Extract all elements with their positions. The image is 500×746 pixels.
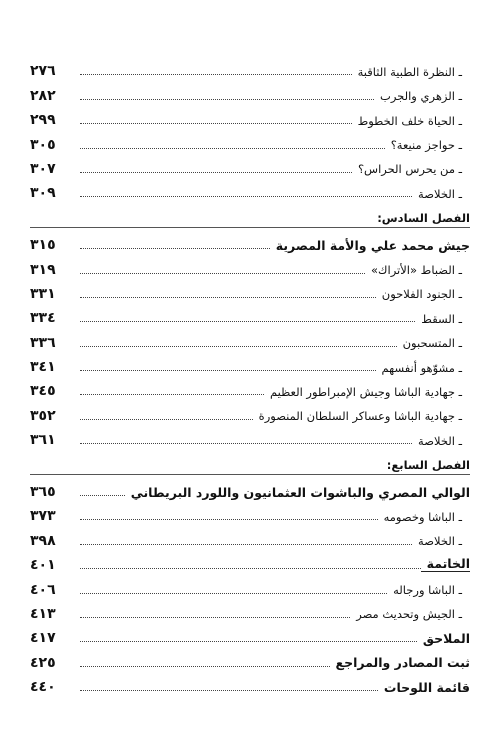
page-number: ٤١٣ (30, 605, 56, 622)
page-number: ٢٨٢ (30, 87, 56, 104)
page-number: ٤١٧ (30, 630, 56, 647)
toc-sub-entry (30, 127, 470, 151)
entry-title: ـ الجيش وتحديث مصر (356, 607, 462, 622)
page-number: ٣٠٥ (30, 136, 56, 153)
dot-leader (80, 99, 374, 100)
chapter-heading (30, 200, 470, 224)
page-number: ٣٤٥ (30, 383, 56, 400)
page-number: ٣١٥ (30, 237, 56, 254)
dot-leader (80, 321, 415, 322)
page-number: ٤٤٠ (30, 679, 56, 696)
toc-sub-entry (30, 78, 470, 102)
table-of-contents (30, 54, 470, 694)
dot-leader (80, 196, 412, 197)
toc-sub-entry (30, 103, 470, 127)
toc-sub-entry (30, 252, 470, 276)
entry-title: ـ النظرة الطبية الثاقبة (357, 64, 462, 79)
toc-sub-entry (30, 423, 470, 447)
toc-sub-entry (30, 277, 470, 301)
entry-title: الملاحق (422, 630, 470, 646)
entry-title: الوالي المصري والباشوات العثمانيون واللورد البريطاني (130, 484, 470, 500)
toc-sub-entry (30, 499, 470, 523)
entry-title: ـ الجنود الفلاحون (381, 287, 462, 302)
page-number: ٣٦١ (30, 432, 56, 449)
toc-sub-entry (30, 301, 470, 325)
toc-main-entry (30, 228, 470, 252)
toc-sub-entry (30, 523, 470, 547)
entry-title: قائمة اللوحات (383, 679, 470, 695)
toc-main-entry (30, 670, 470, 694)
chapter-heading-text: الفصل السابع: (386, 457, 470, 472)
chapter-heading-text: الفصل السادس: (377, 210, 470, 225)
entry-title: الخاتمة (421, 558, 470, 573)
dot-leader (80, 123, 352, 124)
dot-leader (80, 74, 352, 75)
dot-leader (80, 519, 378, 520)
toc-sub-entry (30, 350, 470, 374)
page-number: ٣٦٥ (30, 484, 56, 501)
entry-title: ـ المتسحبون (402, 336, 462, 351)
toc-sub-entry (30, 54, 470, 78)
dot-leader (80, 394, 264, 395)
dot-leader (80, 544, 412, 545)
entry-title: ثبت المصادر والمراجع (335, 655, 470, 671)
page-number: ٤٢٥ (30, 654, 56, 671)
page-number: ٣٥٢ (30, 407, 56, 424)
toc-sub-entry (30, 176, 470, 200)
dot-leader (80, 419, 253, 420)
toc-main-entry (30, 548, 470, 572)
entry-title: ـ الخلاصة (418, 534, 462, 549)
dot-leader (80, 593, 387, 594)
chapter-heading (30, 447, 470, 471)
entry-title: ـ حواجز منيعة؟ (390, 138, 462, 153)
page-number: ٤٠٦ (30, 581, 56, 598)
entry-title: جيش محمد علي والأمة المصرية (275, 237, 470, 253)
toc-sub-entry (30, 597, 470, 621)
dot-leader (80, 568, 421, 569)
dot-leader (80, 172, 352, 173)
toc-sub-entry (30, 572, 470, 596)
dot-leader (80, 666, 330, 667)
entry-title: ـ جهادية الباشا وعساكر السلطان المنصورة (258, 409, 462, 424)
entry-title: ـ الزهري والجرب (380, 89, 462, 104)
entry-title: ـ جهادية الباشا وجيش الإمبراطور العظيم (269, 384, 462, 399)
dot-leader (80, 641, 417, 642)
page-number: ٢٧٦ (30, 63, 56, 80)
toc-sub-entry (30, 374, 470, 398)
page-number: ٣٧٣ (30, 508, 56, 525)
page-number: ٣٤١ (30, 359, 56, 376)
page-number: ٣٣٦ (30, 334, 56, 351)
page-number: ٣٣٤ (30, 310, 56, 327)
toc-main-entry (30, 475, 470, 499)
dot-leader (80, 495, 125, 496)
dot-leader (80, 148, 385, 149)
dot-leader (80, 346, 397, 347)
entry-title: ـ الخلاصة (418, 186, 462, 201)
toc-sub-entry (30, 152, 470, 176)
page-number: ٣٩٨ (30, 532, 56, 549)
entry-title: ـ الحياة خلف الخطوط (357, 113, 462, 128)
dot-leader (80, 690, 378, 691)
dot-leader (80, 370, 376, 371)
dot-leader (80, 297, 376, 298)
entry-title: ـ الباشا ورجاله (393, 583, 462, 598)
entry-title: ـ السقط (421, 311, 462, 326)
dot-leader (80, 273, 365, 274)
toc-main-entry (30, 645, 470, 669)
dot-leader (80, 248, 270, 249)
entry-title: ـ الباشا وخصومه (383, 509, 462, 524)
toc-main-entry (30, 621, 470, 645)
page-number: ٣١٩ (30, 261, 56, 278)
entry-title: ـ من يحرس الحراس؟ (357, 162, 462, 177)
dot-leader (80, 443, 412, 444)
toc-sub-entry (30, 325, 470, 349)
page-number: ٢٩٩ (30, 112, 56, 129)
page-number: ٣٠٩ (30, 185, 56, 202)
entry-title: ـ مشوّهو أنفسهم (381, 360, 462, 375)
entry-title: ـ الضباط «الأتراك» (370, 263, 462, 278)
entry-title: ـ الخلاصة (418, 433, 462, 448)
page-number: ٤٠١ (30, 557, 56, 574)
dot-leader (80, 617, 350, 618)
toc-sub-entry (30, 398, 470, 422)
page-number: ٣٣١ (30, 285, 56, 302)
page-number: ٣٠٧ (30, 160, 56, 177)
